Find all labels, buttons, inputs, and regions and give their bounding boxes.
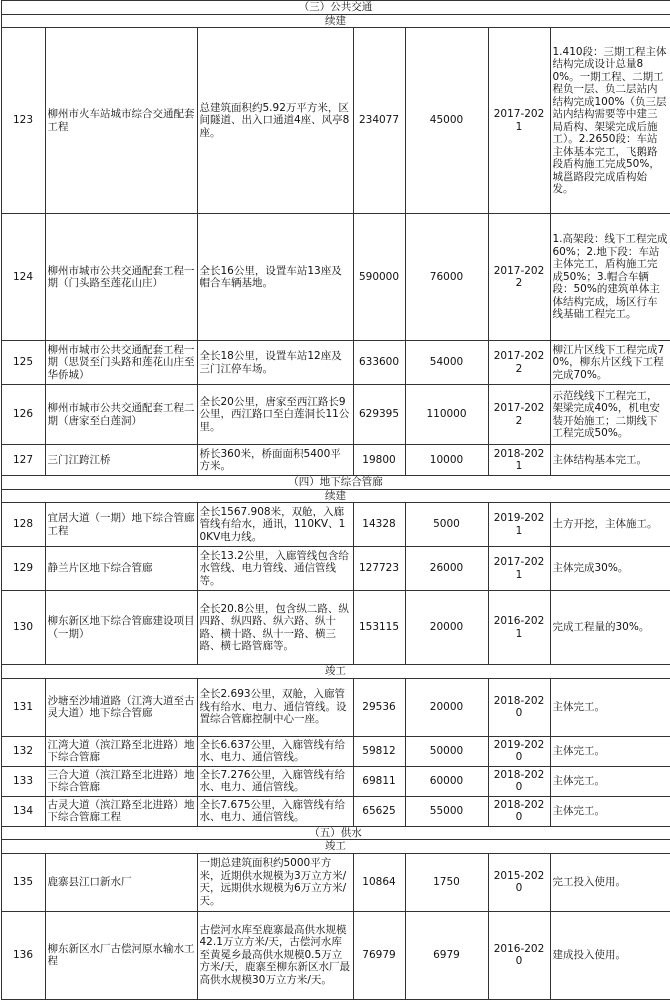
section-header: [1, 476, 670, 490]
table-row: [1, 445, 670, 476]
construction-period: 2018-2020: [488, 766, 550, 796]
construction-period: 2017-2022: [488, 341, 550, 385]
construction-period: 2016-2020: [488, 911, 550, 999]
row-number: 134: [1, 796, 45, 826]
project-name: 鹿寨县江口新水厂: [45, 853, 197, 911]
project-description: 总建筑面积约5.92万平方米，区间隧道、出入口通道4座、风亭8座。: [197, 28, 353, 214]
annual-investment: 26000: [405, 547, 488, 591]
table-row: [1, 547, 670, 591]
project-name: 古灵大道（滨江路至北进路）地下综合管廊工程: [45, 796, 197, 826]
section-header: [1, 826, 670, 840]
table-row: [1, 796, 670, 826]
project-description: 全长2.693公里，双舱，入廊管线有给水、电力、通信管线。设置综合管廊控制中心一座。: [197, 678, 353, 736]
table-row: [1, 341, 670, 385]
project-description: 一期总建筑面积约5000平方米，近期供水规模为3万立方米/天，远期供水规模为6万立方米/天。: [197, 853, 353, 911]
project-name: 宜居大道（一期）地下综合管廊工程: [45, 503, 197, 547]
subsection-header: [1, 665, 670, 679]
table-row: [1, 591, 670, 665]
section-header: [1, 1, 670, 15]
row-number: 123: [1, 28, 45, 214]
project-name: 沙塘至沙埔道路（江湾大道至古灵大道）地下综合管廊: [45, 678, 197, 736]
project-description: 全长16公里，设置车站13座及帽合车辆基地。: [197, 214, 353, 341]
annual-investment: 20000: [405, 591, 488, 665]
subsection-title: 续建: [1, 14, 670, 28]
project-description: 全长6.637公里，入廊管线有给水、电力、通信管线。: [197, 736, 353, 766]
project-table: [1, 0, 670, 1000]
total-investment: 629395: [353, 385, 405, 445]
table-row: [1, 853, 670, 911]
project-name: 柳州市城市公共交通配套工程一期（思贤至门头路和莲花山庄至华侨城）: [45, 341, 197, 385]
project-name: 柳州市城市公共交通配套工程一期（门头路至莲花山庄）: [45, 214, 197, 341]
table-row: [1, 503, 670, 547]
project-name: 三合大道（滨江路至北进路）地下综合管廊: [45, 766, 197, 796]
row-number: 132: [1, 736, 45, 766]
project-description: 全长18公里，设置车站12座及三门江停车场。: [197, 341, 353, 385]
row-number: 130: [1, 591, 45, 665]
construction-period: 2018-2021: [488, 445, 550, 476]
total-investment: 29536: [353, 678, 405, 736]
subsection-header: [1, 489, 670, 503]
total-investment: 19800: [353, 445, 405, 476]
annual-investment: 55000: [405, 796, 488, 826]
table-row: [1, 28, 670, 214]
row-number: 124: [1, 214, 45, 341]
subsection-header: [1, 14, 670, 28]
progress: 完成工程量的30%。: [550, 591, 670, 665]
project-description: 全长20.8公里，包含纵二路、纵四路、纵四路、纵六路、纵十路、横十路、纵十一路、横三路、横七路管廊等。: [197, 591, 353, 665]
annual-investment: 54000: [405, 341, 488, 385]
section-title: （四）地下综合管廊: [1, 476, 670, 490]
progress: 1.410段：三期工程主体结构完成设计总量80%。一期工程、二期工程负一层、负二层站内结构完成100%（负三层站内结构需要等中建三局盾构、架梁完成后施工）。2.2650段：车站主体基本完工，飞鹅路段盾构施工完成50%，城邕路段完成盾构始发。: [550, 28, 670, 214]
construction-period: 2017-2022: [488, 214, 550, 341]
annual-investment: 1750: [405, 853, 488, 911]
progress: 主体结构基本完工。: [550, 445, 670, 476]
project-name: 三门江跨江桥: [45, 445, 197, 476]
progress: 主体完工。: [550, 678, 670, 736]
total-investment: 153115: [353, 591, 405, 665]
project-description: 全长13.2公里，入廊管线包含给水管线、电力管线、通信管线等。: [197, 547, 353, 591]
construction-period: 2019-2021: [488, 503, 550, 547]
project-name: 柳州市城市公共交通配套工程二期（唐家至白莲洞）: [45, 385, 197, 445]
row-number: 133: [1, 766, 45, 796]
progress: 主体完工。: [550, 736, 670, 766]
section-title: （五）供水: [1, 826, 670, 840]
total-investment: 10864: [353, 853, 405, 911]
total-investment: 633600: [353, 341, 405, 385]
total-investment: 14328: [353, 503, 405, 547]
table-row: [1, 678, 670, 736]
table-row: [1, 766, 670, 796]
annual-investment: 45000: [405, 28, 488, 214]
construction-period: 2017-2022: [488, 385, 550, 445]
row-number: 128: [1, 503, 45, 547]
progress: 主体完工。: [550, 766, 670, 796]
total-investment: 76979: [353, 911, 405, 999]
total-investment: 69811: [353, 766, 405, 796]
total-investment: 65625: [353, 796, 405, 826]
row-number: 135: [1, 853, 45, 911]
progress: 柳江片区线下工程完成70%，柳东片区线下工程完成70%。: [550, 341, 670, 385]
annual-investment: 60000: [405, 766, 488, 796]
section-title: （三）公共交通: [1, 1, 670, 15]
annual-investment: 5000: [405, 503, 488, 547]
row-number: 126: [1, 385, 45, 445]
project-name: 江湾大道（滨江路至北进路）地下综合管廊: [45, 736, 197, 766]
construction-period: 2015-2020: [488, 853, 550, 911]
progress: 主体完成30%。: [550, 547, 670, 591]
table-row: [1, 911, 670, 999]
progress: 建成投入使用。: [550, 911, 670, 999]
table-row: [1, 214, 670, 341]
subsection-title: 竣工: [1, 665, 670, 679]
subsection-title: 续建: [1, 489, 670, 503]
annual-investment: 6979: [405, 911, 488, 999]
project-description: 全长20公里，唐家至西江路长9公里，西江路口至白莲洞长11公里。: [197, 385, 353, 445]
project-name: 静兰片区地下综合管廊: [45, 547, 197, 591]
row-number: 127: [1, 445, 45, 476]
row-number: 131: [1, 678, 45, 736]
construction-period: 2018-2020: [488, 678, 550, 736]
project-description: 全长7.675公里，入廊管线有给水、电力、通信管线。: [197, 796, 353, 826]
progress: 土方开挖，主体施工。: [550, 503, 670, 547]
row-number: 125: [1, 341, 45, 385]
row-number: 129: [1, 547, 45, 591]
total-investment: 127723: [353, 547, 405, 591]
construction-period: 2017-2021: [488, 547, 550, 591]
project-description: 全长1567.908米，双舱，入廊管线有给水，通讯，110KV、10KV电力线。: [197, 503, 353, 547]
project-name: 柳州市火车站城市综合交通配套工程: [45, 28, 197, 214]
total-investment: 234077: [353, 28, 405, 214]
annual-investment: 50000: [405, 736, 488, 766]
annual-investment: 10000: [405, 445, 488, 476]
annual-investment: 110000: [405, 385, 488, 445]
construction-period: 2019-2020: [488, 736, 550, 766]
progress: 主体完工。: [550, 796, 670, 826]
project-description: 全长7.276公里，入廊管线有给水、电力、通信管线。: [197, 766, 353, 796]
subsection-title: 竣工: [1, 840, 670, 854]
construction-period: 2016-2021: [488, 591, 550, 665]
construction-period: 2018-2020: [488, 796, 550, 826]
project-description: 桥长360米，桥面面积5400平方米。: [197, 445, 353, 476]
table-row: [1, 736, 670, 766]
progress: 1.高架段：线下工程完成60%；2.地下段：车站主体完工，盾构施工完成50%；3.帽合车辆段：50%的建筑单体主体结构完成，场区行车线基础工程完工。: [550, 214, 670, 341]
table-row: [1, 385, 670, 445]
row-number: 136: [1, 911, 45, 999]
annual-investment: 20000: [405, 678, 488, 736]
project-name: 柳东新区水厂古偿河原水输水工程: [45, 911, 197, 999]
progress: 完工投入使用。: [550, 853, 670, 911]
project-description: 古偿河水库至鹿寨最高供水规模42.1万立方米/天，古偿河水库至黄冕乡最高供水规模0.5万立方米/天，鹿寨至柳东新区水厂最高供水规模30万立方米/天。: [197, 911, 353, 999]
total-investment: 590000: [353, 214, 405, 341]
construction-period: 2017-2021: [488, 28, 550, 214]
total-investment: 59812: [353, 736, 405, 766]
subsection-header: [1, 840, 670, 854]
project-name: 柳东新区地下综合管廊建设项目（一期）: [45, 591, 197, 665]
annual-investment: 76000: [405, 214, 488, 341]
progress: 示范线线下工程完工，架梁完成40%，机电安装开始施工；二期线下工程完成50%。: [550, 385, 670, 445]
